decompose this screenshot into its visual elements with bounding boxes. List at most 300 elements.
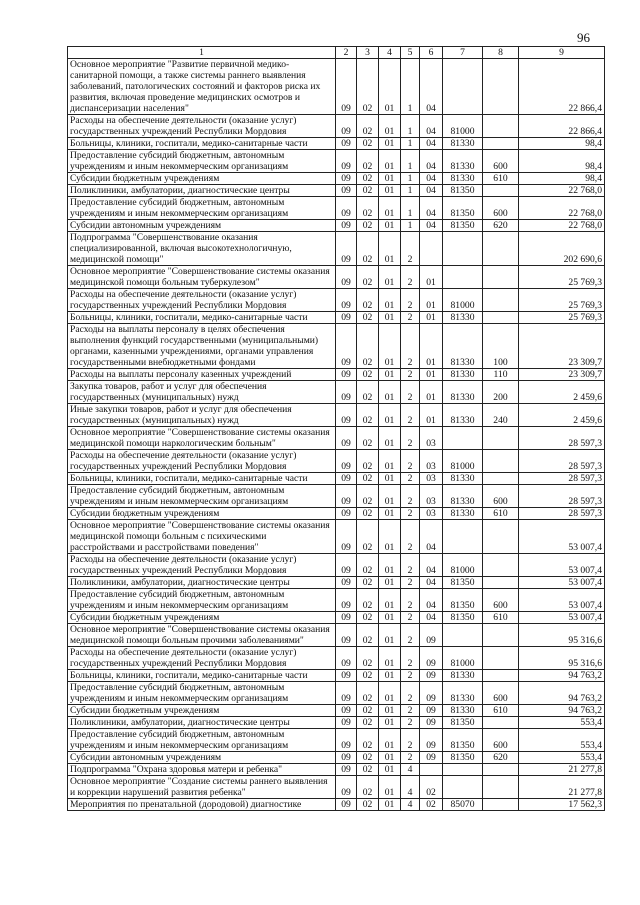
code-subsection: 01 [379,647,401,670]
code-measure: 04 [420,150,443,173]
code-expense-type: 600 [483,485,519,508]
code-subsection: 01 [379,799,401,811]
code-ministry: 09 [336,289,357,312]
code-target: 81350 [443,185,483,197]
amount: 28 597,3 [519,485,605,508]
table-row [68,381,605,404]
code-program: 2 [401,266,420,289]
table-row [68,427,605,450]
code-program: 2 [401,589,420,612]
header-cell: 8 [483,47,519,59]
row-name: Больницы, клиники, госпитали, медико-санитарные части [68,473,336,485]
code-program: 2 [401,682,420,705]
code-measure: 04 [420,554,443,577]
code-subsection: 01 [379,612,401,624]
code-section: 02 [357,612,379,624]
code-section: 02 [357,289,379,312]
header-cell: 2 [336,47,357,59]
code-measure: 01 [420,404,443,427]
code-expense-type: 110 [483,369,519,381]
code-subsection: 01 [379,670,401,682]
code-measure: 02 [420,799,443,811]
code-program: 2 [401,752,420,764]
table-row [68,115,605,138]
code-subsection: 01 [379,682,401,705]
amount: 553,4 [519,752,605,764]
code-target: 81000 [443,647,483,670]
amount: 17 562,3 [519,799,605,811]
code-target: 81330 [443,473,483,485]
code-ministry: 09 [336,612,357,624]
code-expense-type: 100 [483,324,519,369]
code-measure: 04 [420,59,443,115]
code-measure: 01 [420,312,443,324]
code-subsection: 01 [379,404,401,427]
code-program: 2 [401,624,420,647]
code-measure: 03 [420,473,443,485]
row-name: Подпрограмма "Охрана здоровья матери и ребенка" [68,764,336,776]
header-cell: 5 [401,47,420,59]
code-subsection: 01 [379,450,401,473]
code-expense-type [483,232,519,266]
code-section: 02 [357,799,379,811]
amount: 21 277,8 [519,776,605,799]
amount: 23 309,7 [519,324,605,369]
code-section: 02 [357,404,379,427]
code-ministry: 09 [336,508,357,520]
code-ministry: 09 [336,266,357,289]
table-row [68,59,605,115]
code-ministry: 09 [336,220,357,232]
code-section: 02 [357,589,379,612]
row-name: Основное мероприятие "Совершенствование системы оказания медицинской помощи больным с психическими расстройствами и расстройствами поведения" [68,520,336,554]
code-subsection: 01 [379,577,401,589]
code-expense-type [483,624,519,647]
amount: 553,4 [519,717,605,729]
code-program: 1 [401,150,420,173]
amount: 94 763,2 [519,705,605,717]
code-subsection: 01 [379,752,401,764]
code-program: 1 [401,220,420,232]
code-expense-type [483,554,519,577]
code-measure: 09 [420,647,443,670]
code-section: 02 [357,670,379,682]
code-section: 02 [357,705,379,717]
amount: 25 769,3 [519,312,605,324]
code-expense-type [483,115,519,138]
code-expense-type [483,59,519,115]
code-target: 81000 [443,450,483,473]
amount: 23 309,7 [519,369,605,381]
code-expense-type: 600 [483,150,519,173]
amount: 53 007,4 [519,577,605,589]
table-row [68,197,605,220]
header-cell: 3 [357,47,379,59]
code-target: 81350 [443,577,483,589]
table-row [68,450,605,473]
code-program: 4 [401,764,420,776]
table-row [68,508,605,520]
row-name: Больницы, клиники, госпитали, медико-санитарные части [68,138,336,150]
code-expense-type: 620 [483,752,519,764]
code-target: 81330 [443,150,483,173]
code-target: 81330 [443,670,483,682]
code-measure: 04 [420,520,443,554]
code-program: 2 [401,670,420,682]
code-target: 81330 [443,324,483,369]
code-program: 2 [401,612,420,624]
code-program: 2 [401,312,420,324]
code-section: 02 [357,150,379,173]
code-subsection: 01 [379,764,401,776]
code-ministry: 09 [336,427,357,450]
code-target: 81350 [443,612,483,624]
code-ministry: 09 [336,150,357,173]
code-measure: 04 [420,220,443,232]
code-section: 02 [357,729,379,752]
row-name: Субсидии бюджетным учреждениям [68,705,336,717]
code-target: 81330 [443,682,483,705]
row-name: Предоставление субсидий бюджетным, автономным учреждениям и иным некоммерческим организациям [68,485,336,508]
code-program: 2 [401,324,420,369]
table-body [68,59,605,811]
row-name: Больницы, клиники, госпитали, медико-санитарные части [68,312,336,324]
code-measure: 04 [420,185,443,197]
row-name: Предоставление субсидий бюджетным, автономным учреждениям и иным некоммерческим организациям [68,729,336,752]
code-target: 81330 [443,369,483,381]
code-measure: 09 [420,624,443,647]
code-measure: 04 [420,589,443,612]
amount: 22 768,0 [519,197,605,220]
table-row [68,473,605,485]
code-target: 81350 [443,197,483,220]
code-target: 81350 [443,729,483,752]
row-name: Предоставление субсидий бюджетным, автономным учреждениям и иным некоммерческим организациям [68,197,336,220]
code-subsection: 01 [379,232,401,266]
table-row [68,369,605,381]
code-ministry: 09 [336,624,357,647]
code-target: 81330 [443,173,483,185]
code-target [443,266,483,289]
code-measure: 04 [420,115,443,138]
row-name: Закупка товаров, работ и услуг для обеспечения государственных (муниципальных) нужд [68,381,336,404]
code-subsection: 01 [379,624,401,647]
code-subsection: 01 [379,520,401,554]
code-expense-type: 600 [483,197,519,220]
code-expense-type: 600 [483,729,519,752]
code-section: 02 [357,508,379,520]
table-row [68,138,605,150]
code-section: 02 [357,220,379,232]
row-name: Основное мероприятие "Создание системы раннего выявления и коррекции нарушений развития ребенка" [68,776,336,799]
code-program: 2 [401,450,420,473]
code-subsection: 01 [379,589,401,612]
code-expense-type [483,138,519,150]
code-program: 2 [401,404,420,427]
code-program: 1 [401,138,420,150]
code-expense-type: 610 [483,173,519,185]
code-section: 02 [357,185,379,197]
code-measure: 03 [420,485,443,508]
row-name: Расходы на выплаты персоналу казенных учреждений [68,369,336,381]
code-measure: 02 [420,776,443,799]
code-ministry: 09 [336,115,357,138]
code-subsection: 01 [379,381,401,404]
code-ministry: 09 [336,705,357,717]
code-target: 81350 [443,752,483,764]
code-expense-type: 610 [483,612,519,624]
code-target: 81350 [443,220,483,232]
table-row [68,324,605,369]
code-target [443,764,483,776]
code-measure: 09 [420,717,443,729]
code-program: 2 [401,577,420,589]
code-expense-type [483,289,519,312]
code-target: 81330 [443,138,483,150]
code-program: 1 [401,185,420,197]
table-row [68,764,605,776]
code-measure: 04 [420,612,443,624]
code-expense-type [483,776,519,799]
code-expense-type [483,473,519,485]
code-program: 2 [401,508,420,520]
code-program: 1 [401,197,420,220]
code-section: 02 [357,173,379,185]
code-subsection: 01 [379,554,401,577]
amount: 98,4 [519,150,605,173]
header-cell: 4 [379,47,401,59]
table-row [68,577,605,589]
code-subsection: 01 [379,473,401,485]
amount: 53 007,4 [519,554,605,577]
code-ministry: 09 [336,520,357,554]
code-expense-type [483,266,519,289]
code-ministry: 09 [336,324,357,369]
code-subsection: 01 [379,220,401,232]
amount: 22 866,4 [519,115,605,138]
code-ministry: 09 [336,173,357,185]
code-measure: 04 [420,577,443,589]
code-ministry: 09 [336,589,357,612]
amount: 22 866,4 [519,59,605,115]
code-ministry: 09 [336,682,357,705]
code-measure: 09 [420,752,443,764]
code-subsection: 01 [379,150,401,173]
row-name: Основное мероприятие "Совершенствование системы оказания медицинской помощи больным туберкулезом" [68,266,336,289]
code-ministry: 09 [336,799,357,811]
table-row [68,682,605,705]
code-ministry: 09 [336,554,357,577]
code-section: 02 [357,776,379,799]
table-row [68,220,605,232]
row-name: Расходы на обеспечение деятельности (оказание услуг) государственных учреждений Республики Мордовия [68,647,336,670]
code-expense-type: 600 [483,682,519,705]
row-name: Расходы на обеспечение деятельности (оказание услуг) государственных учреждений Республики Мордовия [68,289,336,312]
code-expense-type: 610 [483,508,519,520]
code-target [443,59,483,115]
code-subsection: 01 [379,485,401,508]
code-expense-type [483,717,519,729]
row-name: Расходы на обеспечение деятельности (оказание услуг) государственных учреждений Республики Мордовия [68,115,336,138]
code-expense-type [483,670,519,682]
amount: 28 597,3 [519,508,605,520]
code-subsection: 01 [379,138,401,150]
code-target [443,427,483,450]
code-section: 02 [357,764,379,776]
code-target: 81330 [443,404,483,427]
row-name: Основное мероприятие "Совершенствование системы оказания медицинской помощи наркологическим больным" [68,427,336,450]
code-subsection: 01 [379,717,401,729]
code-program: 4 [401,799,420,811]
code-ministry: 09 [336,312,357,324]
code-expense-type [483,764,519,776]
code-section: 02 [357,450,379,473]
code-ministry: 09 [336,485,357,508]
code-expense-type: 600 [483,589,519,612]
amount: 94 763,2 [519,682,605,705]
row-name: Предоставление субсидий бюджетным, автономным учреждениям и иным некоммерческим организациям [68,589,336,612]
header-cell: 1 [68,47,336,59]
code-target: 81330 [443,485,483,508]
code-expense-type [483,520,519,554]
amount: 2 459,6 [519,381,605,404]
code-program: 2 [401,729,420,752]
table-row [68,799,605,811]
code-section: 02 [357,485,379,508]
code-measure: 09 [420,682,443,705]
code-target: 81330 [443,381,483,404]
code-ministry: 09 [336,404,357,427]
code-measure: 01 [420,369,443,381]
amount: 95 316,6 [519,647,605,670]
code-expense-type: 620 [483,220,519,232]
code-target [443,776,483,799]
table-row [68,554,605,577]
code-program: 2 [401,485,420,508]
amount: 53 007,4 [519,589,605,612]
code-target: 81350 [443,717,483,729]
table-row [68,705,605,717]
row-name: Больницы, клиники, госпитали, медико-санитарные части [68,670,336,682]
code-section: 02 [357,266,379,289]
amount: 22 768,0 [519,185,605,197]
row-name: Расходы на выплаты персоналу в целях обеспечения выполнения функций государственными (муниципальными) органами, казенными учреждениями, органами управления государственными внебюджетными фондами [68,324,336,369]
code-target [443,520,483,554]
code-section: 02 [357,427,379,450]
row-name: Основное мероприятие "Развитие первичной медико-санитарной помощи, а также системы раннего выявления заболеваний, патологических состояний и факторов риска их развития, включая проведение медицинских осмотров и диспансеризации населения" [68,59,336,115]
budget-table [67,46,605,811]
code-section: 02 [357,624,379,647]
code-section: 02 [357,473,379,485]
code-ministry: 09 [336,381,357,404]
code-subsection: 01 [379,705,401,717]
code-measure: 03 [420,427,443,450]
page-number: 96 [577,30,590,45]
row-name: Предоставление субсидий бюджетным, автономным учреждениям и иным некоммерческим организациям [68,682,336,705]
code-program: 2 [401,381,420,404]
code-measure: 01 [420,324,443,369]
header-cell: 7 [443,47,483,59]
code-section: 02 [357,717,379,729]
code-program: 1 [401,173,420,185]
code-section: 02 [357,324,379,369]
code-target [443,624,483,647]
code-subsection: 01 [379,197,401,220]
table-row [68,670,605,682]
row-name: Поликлиники, амбулатории, диагностические центры [68,577,336,589]
code-section: 02 [357,577,379,589]
code-subsection: 01 [379,312,401,324]
code-subsection: 01 [379,776,401,799]
row-name: Поликлиники, амбулатории, диагностические центры [68,185,336,197]
code-measure [420,764,443,776]
code-expense-type [483,799,519,811]
code-section: 02 [357,312,379,324]
code-ministry: 09 [336,764,357,776]
code-program: 2 [401,647,420,670]
code-target [443,232,483,266]
code-program: 2 [401,705,420,717]
code-program: 2 [401,717,420,729]
code-expense-type [483,185,519,197]
code-ministry: 09 [336,473,357,485]
code-target: 81330 [443,705,483,717]
code-target: 81350 [443,589,483,612]
code-section: 02 [357,59,379,115]
row-name: Расходы на обеспечение деятельности (оказание услуг) государственных учреждений Республики Мордовия [68,554,336,577]
header-row [68,47,605,59]
table-row [68,185,605,197]
amount: 28 597,3 [519,473,605,485]
code-subsection: 01 [379,369,401,381]
amount: 98,4 [519,138,605,150]
row-name: Субсидии автономным учреждениям [68,752,336,764]
row-name: Субсидии автономным учреждениям [68,220,336,232]
code-section: 02 [357,197,379,220]
table-row [68,289,605,312]
row-name: Поликлиники, амбулатории, диагностические центры [68,717,336,729]
code-ministry: 09 [336,717,357,729]
code-ministry: 09 [336,369,357,381]
row-name: Основное мероприятие "Совершенствование системы оказания медицинской помощи больным прочими заболеваниями" [68,624,336,647]
code-section: 02 [357,520,379,554]
code-measure [420,232,443,266]
code-measure: 04 [420,138,443,150]
table-row [68,624,605,647]
table-row [68,266,605,289]
amount: 53 007,4 [519,520,605,554]
table-row [68,404,605,427]
code-program: 2 [401,520,420,554]
code-measure: 04 [420,197,443,220]
row-name: Субсидии бюджетным учреждениям [68,612,336,624]
code-section: 02 [357,232,379,266]
code-program: 4 [401,776,420,799]
code-ministry: 09 [336,577,357,589]
table-row [68,312,605,324]
code-program: 1 [401,115,420,138]
amount: 25 769,3 [519,289,605,312]
code-ministry: 09 [336,59,357,115]
code-target: 81000 [443,115,483,138]
row-name: Расходы на обеспечение деятельности (оказание услуг) государственных учреждений Республики Мордовия [68,450,336,473]
table-row [68,717,605,729]
amount: 95 316,6 [519,624,605,647]
code-measure: 04 [420,173,443,185]
code-ministry: 09 [336,647,357,670]
code-section: 02 [357,752,379,764]
code-ministry: 09 [336,232,357,266]
